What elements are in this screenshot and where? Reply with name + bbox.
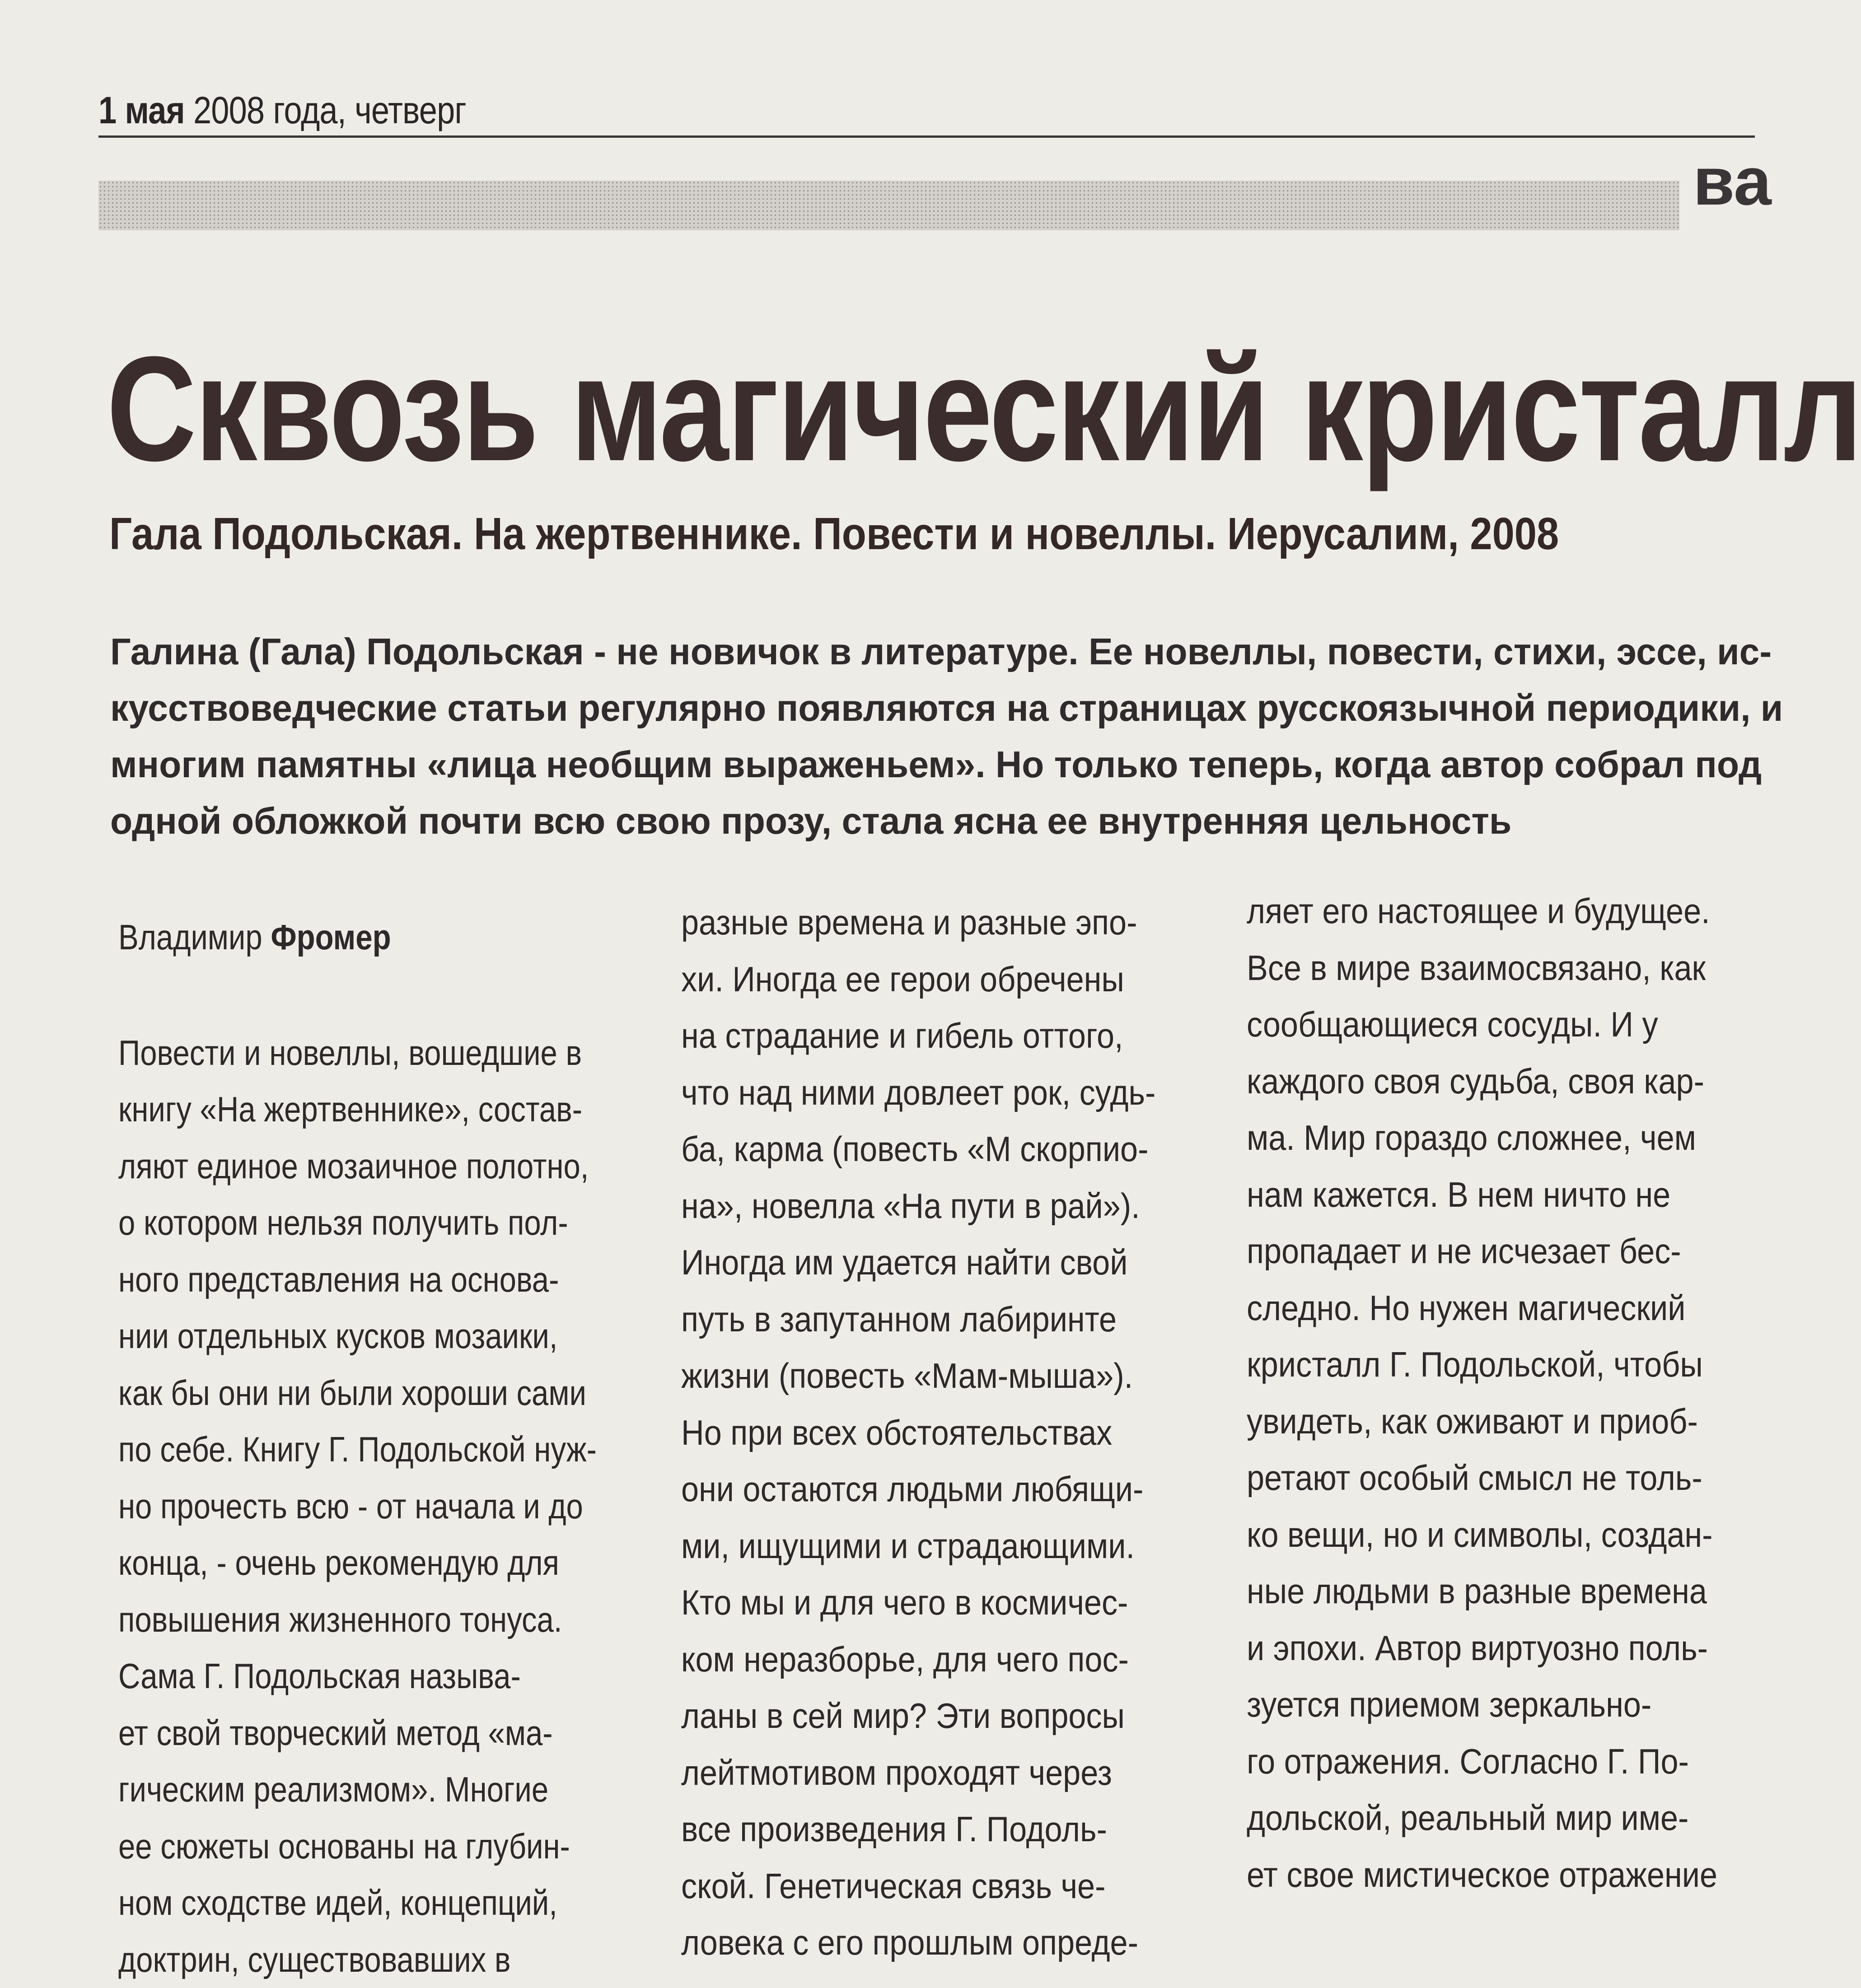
section-tag: ва [1693, 142, 1772, 220]
column-line: следно. Но нужен магический [1247, 1280, 1717, 1337]
lead-line: одной обложкой почти всю свою прозу, стала ясна ее внутренняя цельность [110, 793, 1731, 849]
column-line: Но при всех обстоятельствах [681, 1405, 1155, 1461]
section-band [98, 181, 1679, 230]
column-line: и эпохи. Автор виртуозно поль- [1247, 1620, 1717, 1677]
date-rest: 2008 года, четверг [193, 89, 466, 131]
column-line: ет свое мистическое отражение [1247, 1847, 1717, 1904]
column-line: но прочесть всю - от начала и до [118, 1478, 597, 1535]
column-line: они остаются людьми любящи- [681, 1461, 1155, 1518]
column-line: Сама Г. Подольская называ- [118, 1648, 597, 1705]
column-line: Иногда им удается найти свой [681, 1234, 1155, 1291]
subheadline: Гала Подольская. На жертвеннике. Повести и новеллы. Иерусалим, 2008 [109, 511, 1559, 556]
column-line: ской. Генетическая связь че- [681, 1858, 1155, 1915]
column-line: разные времена и разные эпо- [681, 894, 1155, 951]
header-rule [98, 135, 1755, 138]
column-line: увидеть, как оживают и приоб- [1247, 1393, 1717, 1450]
column-line: гическим реализмом». Многие [118, 1761, 597, 1818]
column-line: ко вещи, но и символы, создан- [1247, 1507, 1717, 1563]
lead-line: многим памятны «лица необщим выраженьем». Но только теперь, когда автор собрал под [110, 736, 1731, 793]
column-line: ком неразборье, для чего пос- [681, 1631, 1155, 1688]
column-line: го отражения. Согласно Г. По- [1247, 1733, 1717, 1790]
column-line: кристалл Г. Подольской, чтобы [1247, 1336, 1717, 1393]
column-line: ном сходстве идей, концепций, [118, 1875, 597, 1932]
column-line: ного представления на основа- [118, 1251, 597, 1308]
column-line: ет свой творческий метод «ма- [118, 1705, 597, 1762]
column-line: зуется приемом зеркально- [1247, 1676, 1717, 1733]
column-line: хи. Иногда ее герои обречены [681, 951, 1155, 1008]
column-line: Повести и новеллы, вошедшие в [118, 1025, 597, 1082]
date-day: 1 мая [98, 89, 185, 131]
column-2 [681, 894, 1155, 1971]
column-line: по себе. Книгу Г. Подольской нуж- [118, 1421, 597, 1478]
column-3 [1247, 883, 1717, 1903]
column-line: ма. Мир гораздо сложнее, чем [1247, 1110, 1717, 1167]
column-line: сообщающиеся сосуды. И у [1247, 996, 1717, 1053]
column-line: путь в запутанном лабиринте [681, 1291, 1155, 1348]
column-line: на страдание и гибель оттого, [681, 1008, 1155, 1064]
column-line: Кто мы и для чего в космичес- [681, 1574, 1155, 1631]
column-line: ланы в сей мир? Эти вопросы [681, 1688, 1155, 1745]
column-line: Все в мире взаимосвязано, как [1247, 940, 1717, 997]
lead-line: Галина (Гала) Подольская - не новичок в литературе. Ее новеллы, повести, стихи, эссе, ис- [110, 623, 1731, 680]
byline-first-name: Владимир [118, 917, 262, 957]
column-line: дольской, реальный мир име- [1247, 1790, 1717, 1847]
column-line: что над ними довлеет рок, судь- [681, 1064, 1155, 1121]
column-line: нии отдельных кусков мозаики, [118, 1308, 597, 1365]
column-line: повышения жизненного тонуса. [118, 1591, 597, 1648]
byline-gap [118, 966, 597, 1025]
column-line: ба, карма (повесть «М скорпио- [681, 1121, 1155, 1178]
byline [118, 909, 597, 966]
column-line: на», новелла «На пути в рай»). [681, 1178, 1155, 1235]
column-line: конца, - очень рекомендую для [118, 1535, 597, 1591]
column-line: ные людьми в разные времена [1247, 1563, 1717, 1620]
column-line: доктрин, существовавших в [118, 1932, 597, 1988]
dateline [98, 89, 466, 132]
column-line: лейтмотивом проходят через [681, 1745, 1155, 1801]
headline: Сквозь магический кристалл [107, 334, 1861, 483]
column-line: ловека с его прошлым опреде- [681, 1914, 1155, 1971]
column-line: ее сюжеты основаны на глубин- [118, 1818, 597, 1875]
byline-last-name: Фромер [271, 917, 391, 957]
column-line: ми, ищущими и страдающими. [681, 1518, 1155, 1575]
column-line: пропадает и не исчезает бес- [1247, 1223, 1717, 1280]
column-line: каждого своя судьба, своя кар- [1247, 1053, 1717, 1110]
lead-line: кусствоведческие статьи регулярно появляются на страницах русскоязычной периодики, и [110, 680, 1731, 736]
column-1 [118, 909, 597, 1988]
column-line: ляет его настоящее и будущее. [1247, 883, 1717, 940]
column-line: о котором нельзя получить пол- [118, 1195, 597, 1251]
column-line: ляют единое мозаичное полотно, [118, 1138, 597, 1195]
column-line: книгу «На жертвеннике», состав- [118, 1081, 597, 1138]
column-line: как бы они ни были хороши сами [118, 1365, 597, 1422]
column-line: нам кажется. В нем ничто не [1247, 1167, 1717, 1223]
column-line: жизни (повесть «Мам-мыша»). [681, 1348, 1155, 1405]
lead-paragraph [110, 623, 1731, 849]
column-line: все произведения Г. Подоль- [681, 1801, 1155, 1858]
column-line: ретают особый смысл не толь- [1247, 1450, 1717, 1507]
